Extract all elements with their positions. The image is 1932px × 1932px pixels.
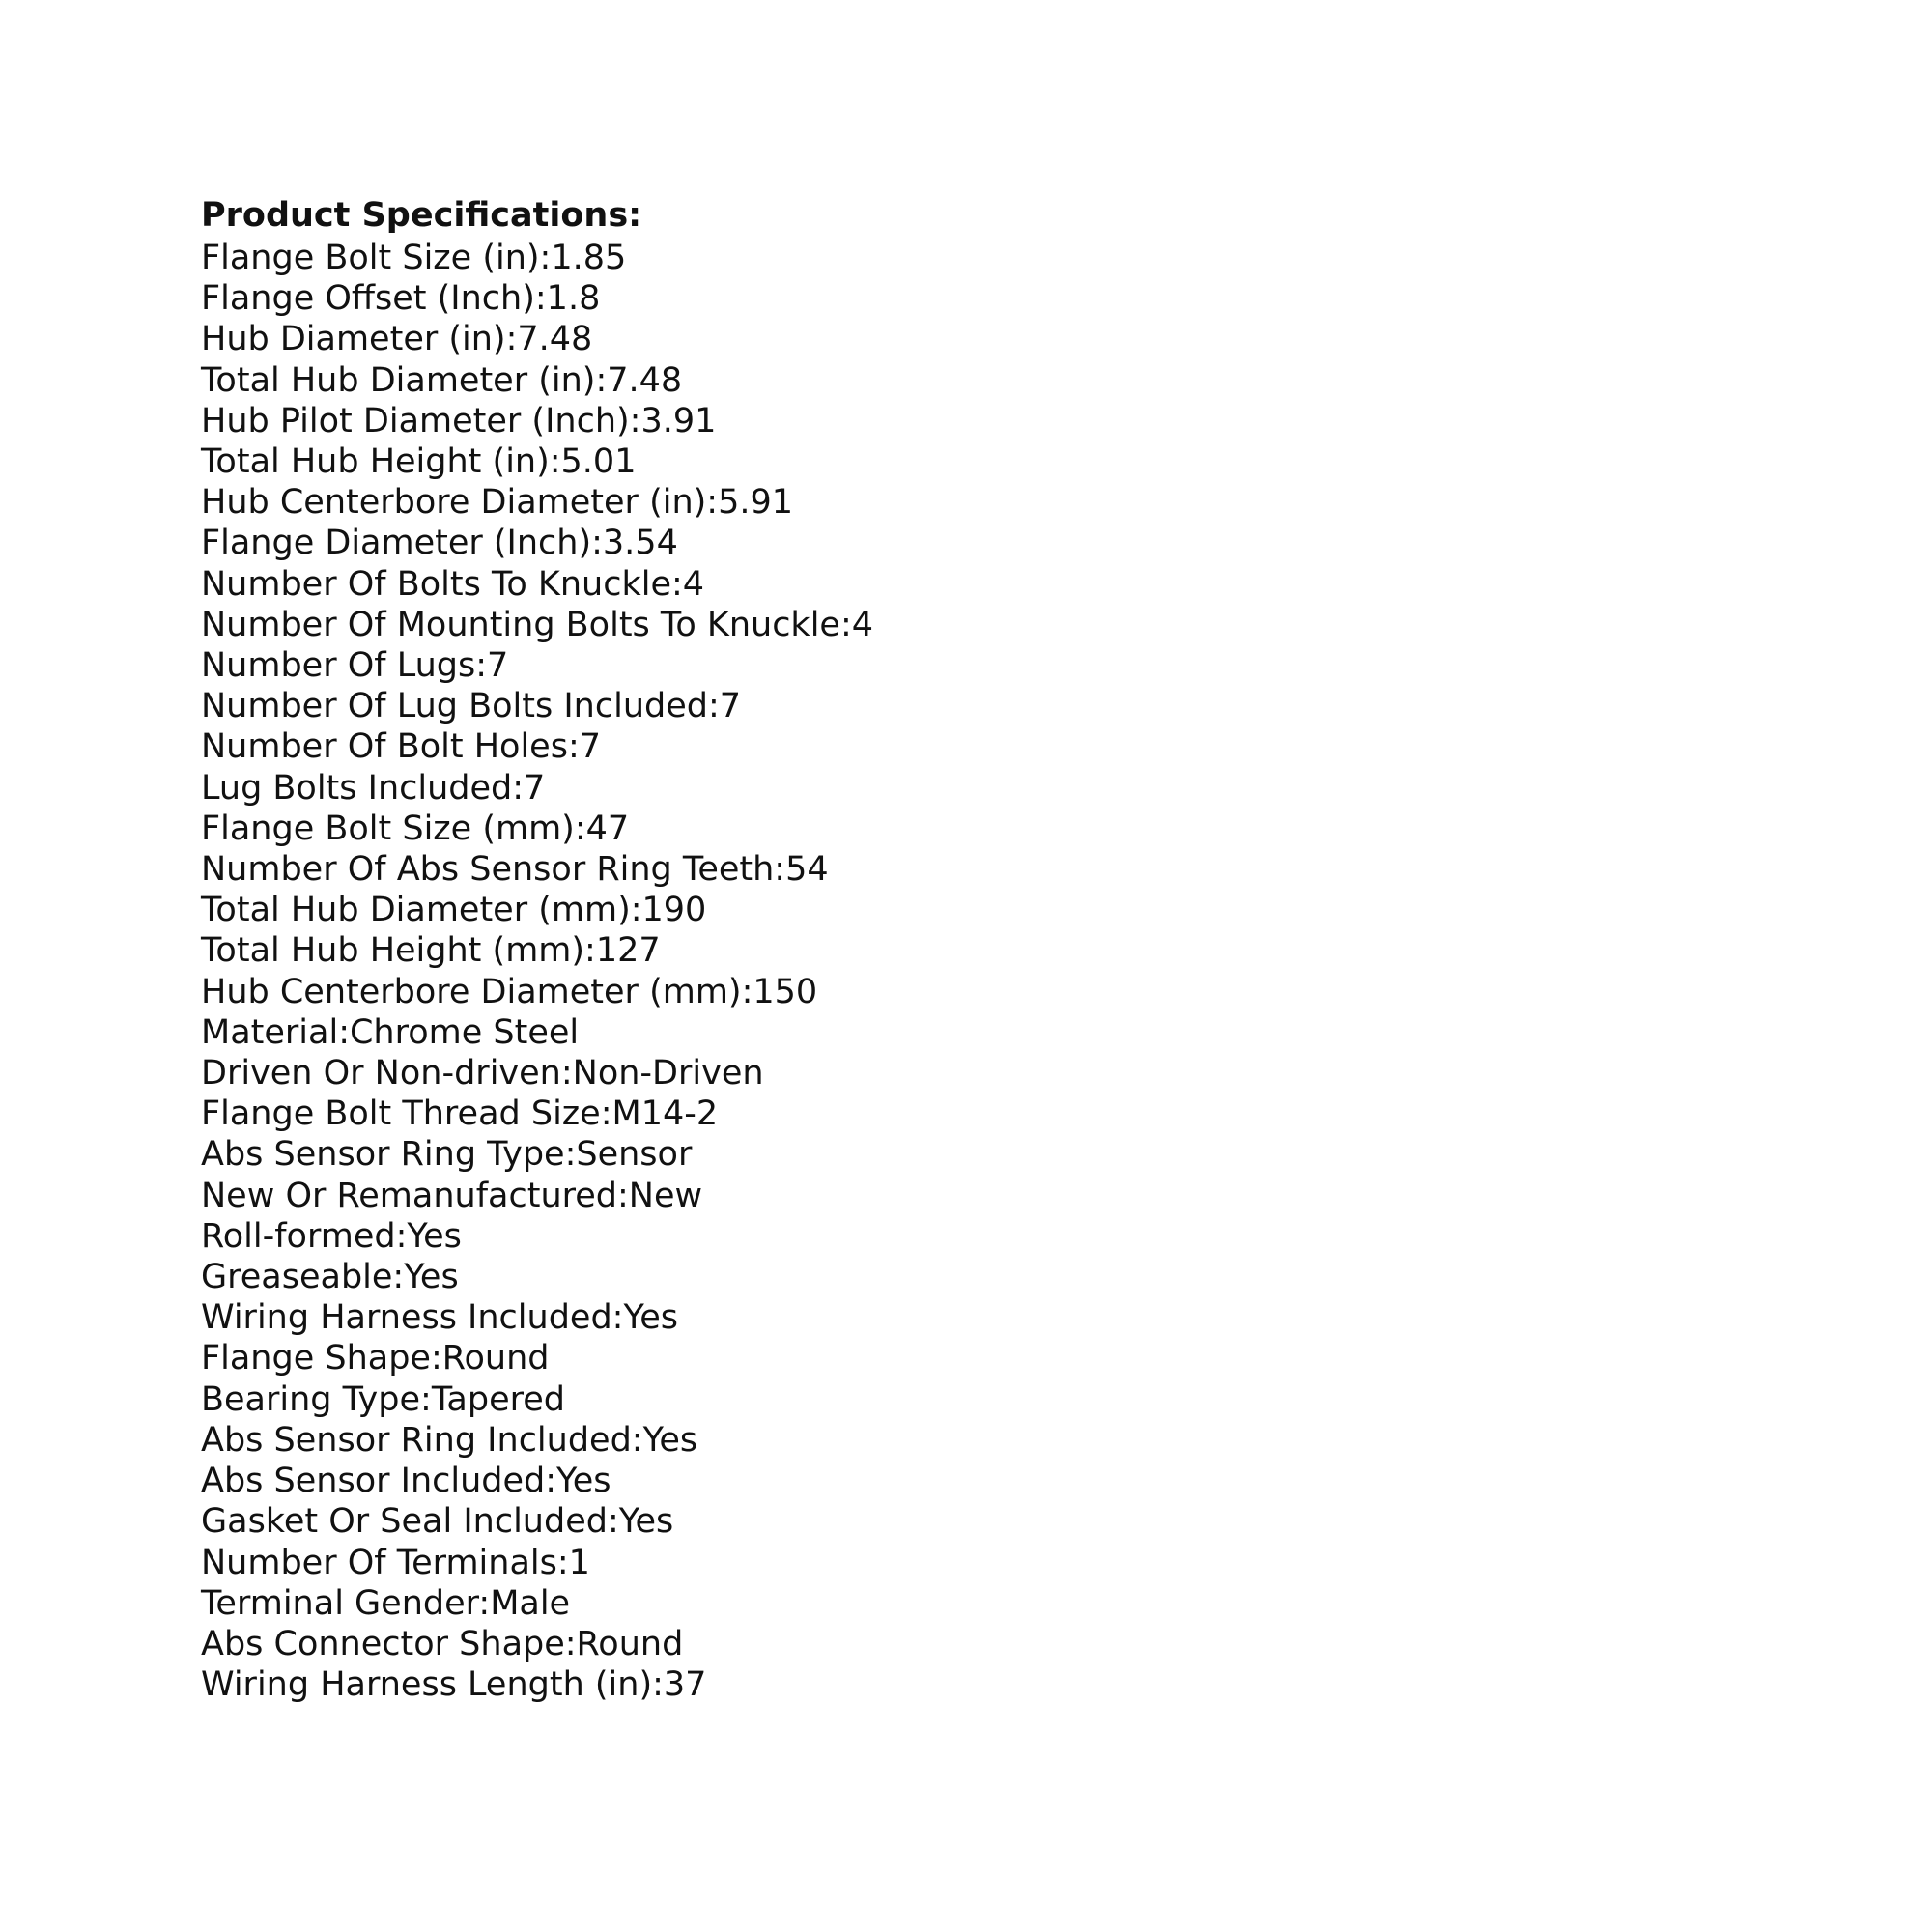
spec-line: Total Hub Diameter (mm):190 — [201, 891, 707, 930]
spec-line: Bearing Type:Tapered — [201, 1379, 565, 1419]
spec-line: Number Of Mounting Bolts To Knuckle:4 — [201, 605, 874, 644]
spec-line: Hub Centerbore Diameter (in):5.91 — [201, 483, 794, 523]
spec-line: Number Of Terminals:1 — [201, 1543, 590, 1582]
spec-line: Flange Diameter (Inch):3.54 — [201, 524, 678, 563]
spec-line: Abs Sensor Included:Yes — [201, 1462, 611, 1501]
spec-line: New Or Remanufactured:New — [201, 1176, 703, 1215]
spec-line: Wiring Harness Length (in):37 — [201, 1665, 707, 1705]
spec-line: Total Hub Diameter (in):7.48 — [201, 360, 683, 400]
spec-line: Number Of Bolts To Knuckle:4 — [201, 564, 705, 604]
spec-line: Abs Sensor Ring Included:Yes — [201, 1420, 698, 1460]
spec-line: Abs Connector Shape:Round — [201, 1624, 684, 1663]
spec-line: Wiring Harness Included:Yes — [201, 1298, 678, 1338]
spec-line: Hub Pilot Diameter (Inch):3.91 — [201, 401, 717, 440]
spec-line: Flange Offset (Inch):1.8 — [201, 279, 601, 319]
spec-line: Total Hub Height (mm):127 — [201, 931, 661, 971]
spec-line: Number Of Lugs:7 — [201, 646, 509, 686]
spec-line: Hub Diameter (in):7.48 — [201, 320, 593, 359]
spec-line: Terminal Gender:Male — [201, 1583, 571, 1623]
spec-line: Abs Sensor Ring Type:Sensor — [201, 1135, 693, 1175]
spec-line: Roll-formed:Yes — [201, 1216, 462, 1256]
spec-line: Driven Or Non-driven:Non-Driven — [201, 1054, 764, 1094]
spec-line: Flange Bolt Size (mm):47 — [201, 809, 630, 848]
spec-line: Material:Chrome Steel — [201, 1012, 580, 1052]
spec-line: Gasket Or Seal Included:Yes — [201, 1502, 674, 1542]
spec-line: Flange Shape:Round — [201, 1339, 550, 1378]
page-title: Product Specifications: — [201, 196, 642, 235]
spec-line: Number Of Bolt Holes:7 — [201, 727, 602, 767]
spec-line: Number Of Abs Sensor Ring Teeth:54 — [201, 850, 829, 890]
spec-document — [201, 193, 1843, 1705]
spec-line: Total Hub Height (in):5.01 — [201, 442, 637, 482]
spec-line: Greaseable:Yes — [201, 1258, 459, 1297]
spec-line: Flange Bolt Thread Size:M14-2 — [201, 1094, 719, 1134]
spec-line: Hub Centerbore Diameter (mm):150 — [201, 972, 818, 1011]
spec-line: Flange Bolt Size (in):1.85 — [201, 239, 627, 277]
spec-line: Number Of Lug Bolts Included:7 — [201, 687, 742, 726]
spec-list — [201, 238, 1843, 1705]
spec-line: Lug Bolts Included:7 — [201, 768, 546, 808]
